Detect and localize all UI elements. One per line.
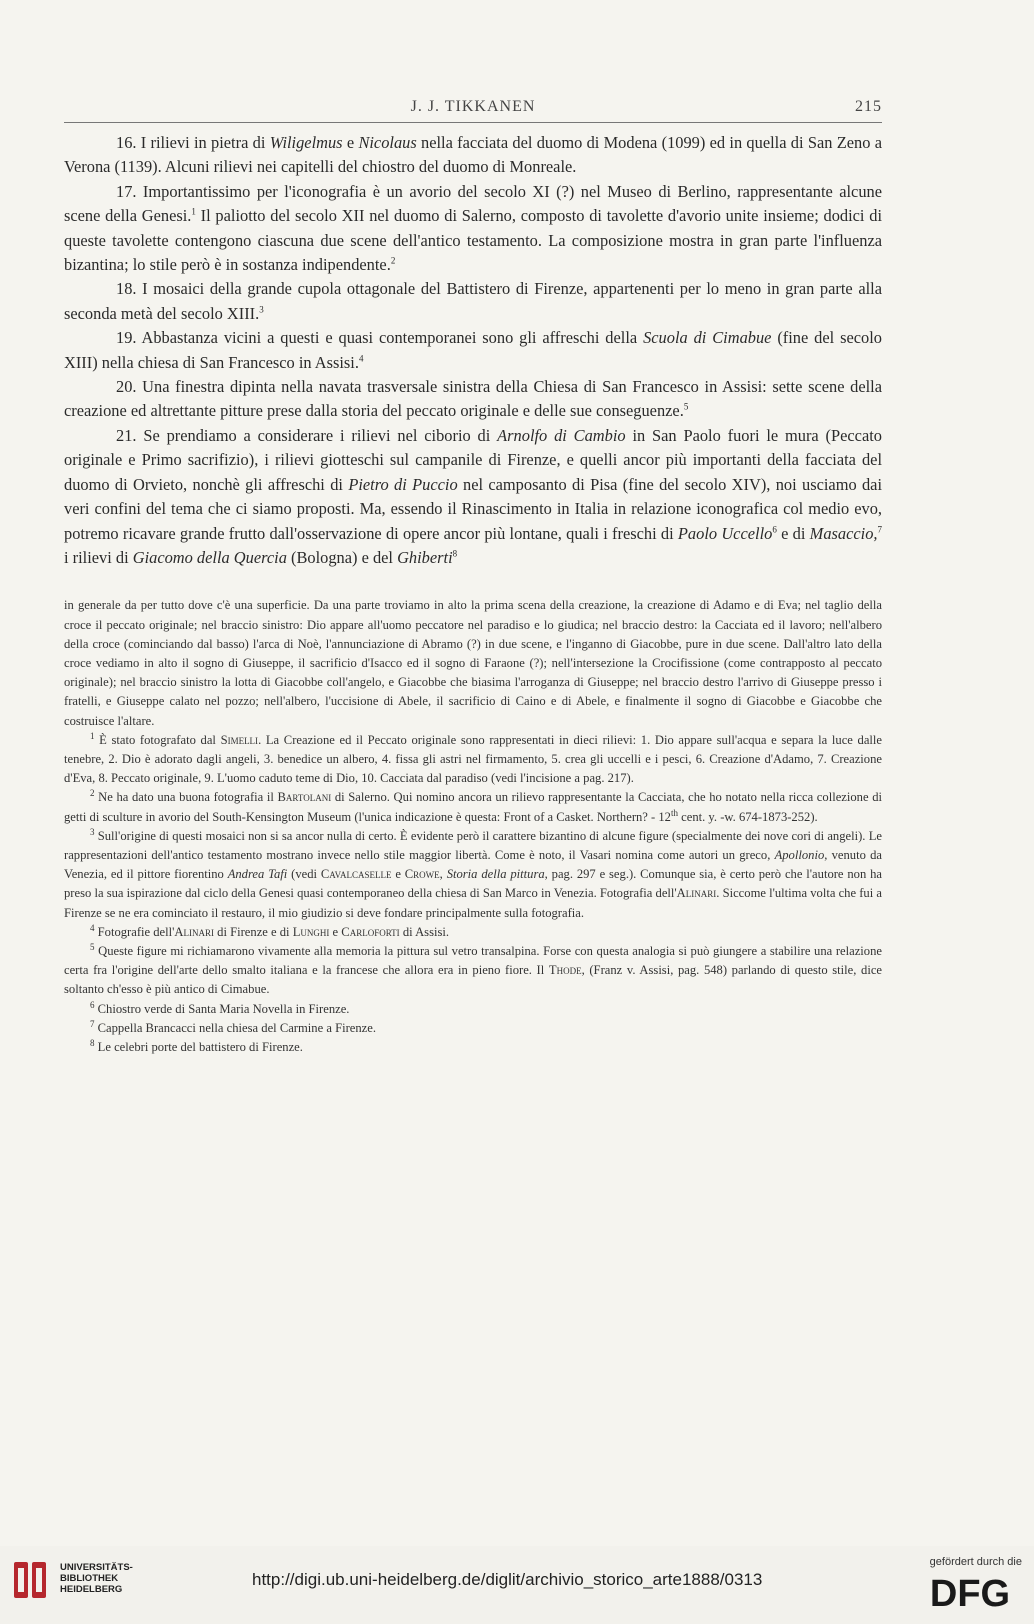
footnote-3: $^3$ Sull'origine di questi mosaici non si sa ancor nulla di certo. È evidente però il carattere bizantino di alcune figure (specialmente dei nove cori di angeli). Le rappresentazioni dell'antico testamento mostrano invece nello stile maggior libertà. Come è noto, il Vasari nomina come autori un greco, Apollonio, venuto da Venezia, ed il pittore fiorentino Andrea Tafi (vedi Cavalcaselle e Crowe, Storia della pittura, pag. 297 e seg.). Comunque sia, è certo però che l'autore non ha preso la sua ispirazione dal ciclo della Genesi quasi contemporaneo della chiesa di San Marco in Venezia. Fotografia dell'Alinari. Siccome l'ultima volta che fui a Firenze se ne era cominciato il restauro, il mio giudizio si deve fondare principalmente sulla fotografia. xyxy=(64,826,883,920)
paragraph-17: 17. Importantissimo per l'iconografia è un avorio del secolo XI (?) nel Museo di Berlino, rappresentante alcune scene della Genesi.$^1$ Il paliotto del secolo XII nel duomo di Salerno, composto di tavolette d'avorio unite insieme; dodici di queste tavolette contengono ciascuna due scene dell'antico testamento. La composizione mostra in gran parte l'influenza bizantina; lo stile però è in sostanza indipendente.$^2$ xyxy=(64,181,882,275)
footnote-1: $^1$ È stato fotografato dal Simelli. La Creazione ed il Peccato originale sono rappresentati in dieci rilievi: 1. Dio appare sull'acqua e separa la luce dalle tenebre, 2. Dio è adorato dagli angeli, 3. benedice un albero, 4. fissa gli astri nel firmamento, 5. crea gli uccelli e i pesci, 6. Creazione d'Adamo, 7. Creazione d'Eva, 8. Peccato originale, 9. L'uomo caduto teme di Dio, 10. Cacciata dal paradiso (vedi l'incisione a pag. 217). xyxy=(64,730,882,786)
footnote-ref-4: 4 xyxy=(358,353,364,364)
page-content xyxy=(64,92,882,1057)
running-head xyxy=(64,92,882,120)
page-number: 215 xyxy=(855,98,882,115)
footnote-ref-3: 3 xyxy=(259,304,264,315)
dfg-logo-icon xyxy=(918,1572,1022,1612)
footnote-ref-7: 7 xyxy=(877,524,882,535)
digitization-footer xyxy=(0,1546,1034,1624)
footnote-5: $^5$ Queste figure mi richiamarono vivamente alla memoria la pittura sul vetro transalpina. Forse con questa analogia si può giungere a stabilire una relazione certa fra l'origine dell'arte dello smalto italiana e la francese che allora era in pieno fiore. Il Thode, (Franz v. Assisi, pag. 548) parlando di questo stile, dice soltanto ch'esso è più antico di Cimabue. xyxy=(64,941,882,997)
university-library-logo-icon xyxy=(12,1558,52,1602)
footnote-ref-5: 5 xyxy=(683,402,689,412)
main-text xyxy=(64,131,882,570)
library-name: UNIVERSITÄTS- BIBLIOTHEK HEIDELBERG xyxy=(60,1562,133,1595)
header-rule xyxy=(64,122,882,123)
footnote-continuation: in generale da per tutto dove c'è una superficie. Da una parte troviamo in alto la prima scena della creazione, la creazione di Adamo e di Eva; nel taglio della croce il peccato originale; nel braccio sinistro: Dio appare all'uomo peccatore nel paradiso e lo giudica; nel braccio destro: la Cacciata ed il lavoro; nell'albero della croce (cominciando dal basso) l'arca di Noè, l'annunciazione di Abramo (?) in due scene, e l'inganno di Giacobbe, pure in due scene. Dall'altro lato della croce vediamo in alto il sogno di Giuseppe, il sacrificio d'Isacco ed il sogno di Faraone (?); nell'intersezione la Crocifissione (come contrapposto al peccato originale); nel braccio sinistro la lotta di Giacobbe coll'angelo, e Giacobbe che biasima l'arroganza di Giuseppe; nel braccio destro l'arrivo di Giuseppe presso i fratelli, e Giuseppe calato nel pozzo; nell'albero, l'uccisione di Abele, il sacrificio di Caino e di Abele, e finalmente il sogno di Giacobbe e Giacobbe che costruisce l'altare. xyxy=(64,598,882,728)
footnote-ref-8: 8 xyxy=(452,548,458,559)
paragraph-16: 16. I rilievi in pietra di Wiligelmus e Nicolaus nella facciata del duomo di Modena (1099) ed in quella di San Zeno a Verona (1139). Alcuni rilievi nei capitelli del chiostro del duomo di Monreale. xyxy=(64,133,882,177)
footnote-ref-2: 2 xyxy=(390,255,396,266)
svg-text:DFG: DFG xyxy=(929,1573,1011,1612)
footnote-4: $^4$ Fotografie dell'Alinari di Firenze e di Lunghi e Carloforti di Assisi. xyxy=(90,922,450,939)
paragraph-21: 21. Se prendiamo a considerare i rilievi nel ciborio di Arnolfo di Cambio in San Paolo fuori le mura (Peccato originale e Primo sacrifizio), i rilievi giotteschi sul campanile di Firenze, e quelli ancor più importanti della facciata del duomo di Orvieto, nonchè gli affreschi di Pietro di Puccio nel camposanto di Pisa (fine del secolo XIV), noi usciamo dai veri confini del tema che ci siamo proposti. Ma, essendo il Rinascimento in Italia in relazione iconografica col medio evo, potremo ricavare grande frutto dall'osservazione di opere ancor più lontane, quali i freschi di Paolo Uccello$^6$ e di Masaccio,$^7$ i rilievi di Giacomo della Quercia (Bologna) e del Ghiberti$^8$ xyxy=(64,425,883,567)
footnote-ref-1: 1 xyxy=(191,206,196,217)
running-head-author: J. J. TIKKANEN xyxy=(410,98,536,115)
permalink-url[interactable]: http://digi.ub.uni-heidelberg.de/diglit/archivio_storico_arte1888/0313 xyxy=(252,1570,763,1589)
footnote-ref-6: 6 xyxy=(772,524,777,535)
footnote-7: $^7$ Cappella Brancacci nella chiesa del Carmine a Firenze. xyxy=(90,1018,376,1035)
footnote-2: $^2$ Ne ha dato una buona fotografia il Bartolani di Salerno. Qui nomino ancora un rilievo rappresentante la Cacciata, che ho notato nella ricca collezione di getti di sculture in avorio del South-Kensington Museum (l'unica indicazione è questa: Front of a Casket. Northern? - 12th cent. y. -w. 674-1873-252). xyxy=(64,788,882,824)
footnote-8: $^8$ Le celebri porte del battistero di Firenze. xyxy=(90,1037,303,1054)
footnotes xyxy=(64,596,882,1057)
paragraph-18: 18. I mosaici della grande cupola ottagonale del Battistero di Firenze, appartenenti per lo meno in gran parte alla seconda metà del secolo XIII.$^3$ xyxy=(64,279,882,323)
paragraph-19: 19. Abbastanza vicini a questi e quasi contemporanei sono gli affreschi della Scuola di Cimabue (fine del secolo XIII) nella chiesa di San Francesco in Assisi.$^4$ xyxy=(64,328,882,372)
funding-caption: gefördert durch die xyxy=(929,1556,1022,1568)
footnote-6: $^6$ Chiostro verde di Santa Maria Novella in Firenze. xyxy=(90,999,350,1016)
paragraph-20: 20. Una finestra dipinta nella navata trasversale sinistra della Chiesa di San Francesco in Assisi: sette scene della creazione ed altrettante pitture prese dalla storia del peccato originale e delle sue conseguenze.$^5$ xyxy=(64,377,882,421)
